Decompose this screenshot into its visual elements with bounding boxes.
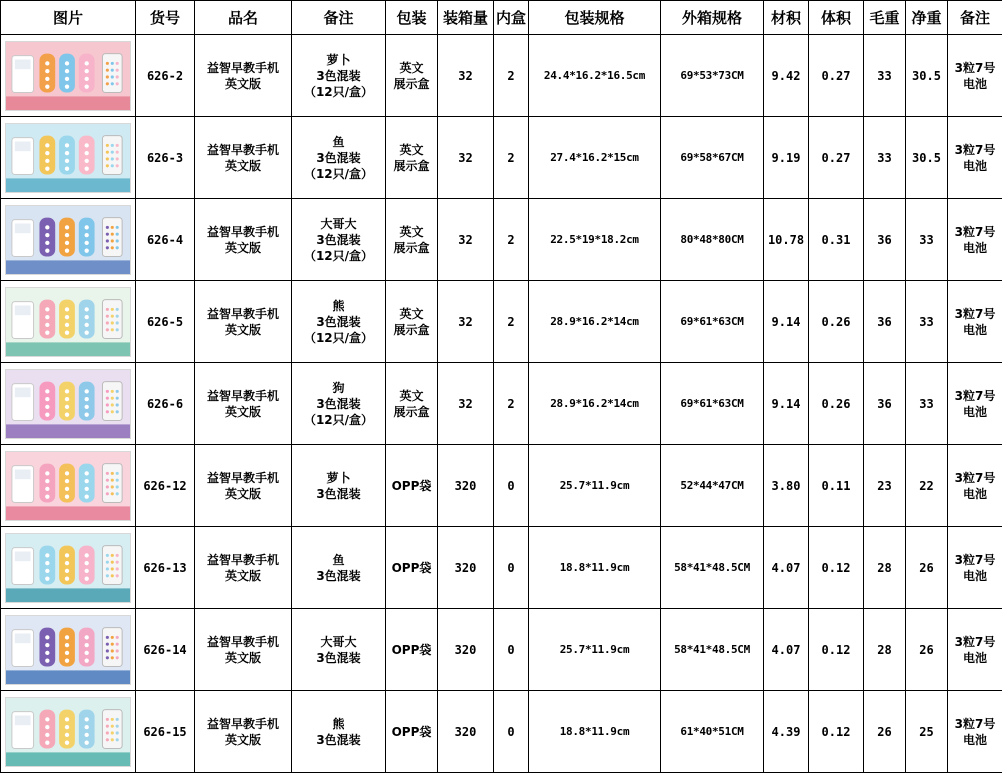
remark-cell-line: 3粒7号 <box>948 634 1002 650</box>
column-header: 毛重 <box>864 1 906 35</box>
packaging-cell-line: OPP袋 <box>386 642 437 658</box>
remark-cell-line: 电池 <box>948 76 1002 92</box>
remark-cell-line: 电池 <box>948 732 1002 748</box>
carton-qty-cell: 32 <box>438 117 494 199</box>
carton-qty-cell: 320 <box>438 609 494 691</box>
carton-size-cell: 69*61*63CM <box>661 281 764 363</box>
note-cell-line: 3色混装 <box>292 486 385 502</box>
product-image <box>5 287 131 357</box>
product-illustration <box>6 698 130 766</box>
product-name-cell-line: 英文版 <box>195 732 291 748</box>
note-cell-line: 3色混装 <box>292 732 385 748</box>
note-cell-line: （12只/盒） <box>292 248 385 264</box>
note-cell-line: 熊 <box>292 716 385 732</box>
remark-cell <box>948 35 1002 117</box>
inner-box-cell: 0 <box>494 445 529 527</box>
product-name-cell-line: 益智早教手机 <box>195 60 291 76</box>
table-row <box>1 691 1002 773</box>
packaging-cell-line: 展示盒 <box>386 158 437 174</box>
packaging-cell <box>386 445 438 527</box>
product-image-cell <box>1 199 136 281</box>
cuft-cell: 4.07 <box>764 609 809 691</box>
note-cell <box>292 199 386 281</box>
product-name-cell-line: 英文版 <box>195 568 291 584</box>
net-weight-cell: 26 <box>906 527 948 609</box>
remark-cell-line: 3粒7号 <box>948 716 1002 732</box>
product-image-cell <box>1 609 136 691</box>
packaging-cell-line: 英文 <box>386 306 437 322</box>
remark-cell <box>948 281 1002 363</box>
note-cell <box>292 363 386 445</box>
remark-cell <box>948 199 1002 281</box>
net-weight-cell: 33 <box>906 281 948 363</box>
gross-weight-cell: 36 <box>864 199 906 281</box>
cbm-cell: 0.12 <box>809 609 864 691</box>
product-image <box>5 205 131 275</box>
table-body <box>1 35 1002 773</box>
item-number-cell: 626-5 <box>136 281 195 363</box>
table-row <box>1 199 1002 281</box>
product-name-cell-line: 益智早教手机 <box>195 388 291 404</box>
net-weight-cell: 26 <box>906 609 948 691</box>
packaging-cell <box>386 35 438 117</box>
note-cell-line: 鱼 <box>292 134 385 150</box>
table-row <box>1 609 1002 691</box>
cuft-cell: 4.39 <box>764 691 809 773</box>
cbm-cell: 0.26 <box>809 363 864 445</box>
product-image <box>5 697 131 767</box>
column-header: 图片 <box>1 1 136 35</box>
gross-weight-cell: 23 <box>864 445 906 527</box>
item-number-cell: 626-14 <box>136 609 195 691</box>
carton-qty-cell: 32 <box>438 35 494 117</box>
remark-cell-line: 电池 <box>948 568 1002 584</box>
note-cell <box>292 691 386 773</box>
cbm-cell: 0.31 <box>809 199 864 281</box>
product-name-cell <box>195 609 292 691</box>
note-cell <box>292 609 386 691</box>
product-name-cell-line: 英文版 <box>195 404 291 420</box>
note-cell <box>292 445 386 527</box>
item-number-cell: 626-3 <box>136 117 195 199</box>
cuft-cell: 3.80 <box>764 445 809 527</box>
note-cell <box>292 35 386 117</box>
net-weight-cell: 33 <box>906 363 948 445</box>
package-size-cell: 28.9*16.2*14cm <box>529 281 661 363</box>
note-cell-line: 3色混装 <box>292 150 385 166</box>
item-number-cell: 626-15 <box>136 691 195 773</box>
packaging-cell-line: 展示盒 <box>386 404 437 420</box>
product-illustration <box>6 616 130 684</box>
carton-qty-cell: 32 <box>438 363 494 445</box>
product-name-cell-line: 英文版 <box>195 76 291 92</box>
product-name-cell-line: 英文版 <box>195 322 291 338</box>
product-illustration <box>6 534 130 602</box>
note-cell <box>292 117 386 199</box>
product-image <box>5 451 131 521</box>
product-image-cell <box>1 445 136 527</box>
remark-cell-line: 电池 <box>948 404 1002 420</box>
remark-cell-line: 3粒7号 <box>948 388 1002 404</box>
carton-qty-cell: 320 <box>438 527 494 609</box>
gross-weight-cell: 33 <box>864 117 906 199</box>
package-size-cell: 18.8*11.9cm <box>529 527 661 609</box>
packaging-cell-line: OPP袋 <box>386 724 437 740</box>
carton-size-cell: 52*44*47CM <box>661 445 764 527</box>
note-cell-line: 大哥大 <box>292 216 385 232</box>
net-weight-cell: 30.5 <box>906 117 948 199</box>
product-name-cell <box>195 35 292 117</box>
packaging-cell <box>386 199 438 281</box>
table-row <box>1 35 1002 117</box>
cbm-cell: 0.12 <box>809 691 864 773</box>
cuft-cell: 9.42 <box>764 35 809 117</box>
note-cell-line: （12只/盒） <box>292 330 385 346</box>
item-number-cell: 626-4 <box>136 199 195 281</box>
product-illustration <box>6 206 130 274</box>
table-row <box>1 527 1002 609</box>
packaging-cell-line: 英文 <box>386 224 437 240</box>
product-name-cell <box>195 281 292 363</box>
product-name-cell-line: 益智早教手机 <box>195 142 291 158</box>
inner-box-cell: 2 <box>494 199 529 281</box>
remark-cell <box>948 609 1002 691</box>
inner-box-cell: 2 <box>494 35 529 117</box>
product-image <box>5 123 131 193</box>
remark-cell-line: 电池 <box>948 486 1002 502</box>
cbm-cell: 0.26 <box>809 281 864 363</box>
packaging-cell <box>386 281 438 363</box>
remark-cell-line: 3粒7号 <box>948 224 1002 240</box>
inner-box-cell: 0 <box>494 691 529 773</box>
note-cell-line: （12只/盒） <box>292 412 385 428</box>
note-cell-line: 3色混装 <box>292 314 385 330</box>
gross-weight-cell: 36 <box>864 363 906 445</box>
column-header: 外箱规格 <box>661 1 764 35</box>
product-name-cell-line: 益智早教手机 <box>195 552 291 568</box>
gross-weight-cell: 33 <box>864 35 906 117</box>
product-name-cell <box>195 527 292 609</box>
package-size-cell: 27.4*16.2*15cm <box>529 117 661 199</box>
product-illustration <box>6 452 130 520</box>
table-row <box>1 281 1002 363</box>
package-size-cell: 22.5*19*18.2cm <box>529 199 661 281</box>
packaging-cell-line: OPP袋 <box>386 560 437 576</box>
cuft-cell: 9.14 <box>764 363 809 445</box>
column-header: 净重 <box>906 1 948 35</box>
packaging-cell <box>386 363 438 445</box>
product-image <box>5 41 131 111</box>
note-cell-line: 3色混装 <box>292 232 385 248</box>
product-name-cell-line: 益智早教手机 <box>195 716 291 732</box>
product-name-cell-line: 英文版 <box>195 650 291 666</box>
cbm-cell: 0.11 <box>809 445 864 527</box>
gross-weight-cell: 28 <box>864 527 906 609</box>
carton-qty-cell: 32 <box>438 199 494 281</box>
column-header: 包装规格 <box>529 1 661 35</box>
product-image-cell <box>1 117 136 199</box>
product-image <box>5 369 131 439</box>
packaging-cell <box>386 609 438 691</box>
package-size-cell: 18.8*11.9cm <box>529 691 661 773</box>
remark-cell-line: 电池 <box>948 158 1002 174</box>
cbm-cell: 0.27 <box>809 117 864 199</box>
cuft-cell: 4.07 <box>764 527 809 609</box>
product-name-cell <box>195 691 292 773</box>
product-name-cell <box>195 117 292 199</box>
gross-weight-cell: 28 <box>864 609 906 691</box>
product-name-cell <box>195 363 292 445</box>
carton-size-cell: 69*61*63CM <box>661 363 764 445</box>
carton-size-cell: 58*41*48.5CM <box>661 527 764 609</box>
header-row <box>1 1 1002 35</box>
product-illustration <box>6 370 130 438</box>
packaging-cell-line: 展示盒 <box>386 322 437 338</box>
note-cell <box>292 281 386 363</box>
table-row <box>1 363 1002 445</box>
note-cell-line: 狗 <box>292 380 385 396</box>
item-number-cell: 626-12 <box>136 445 195 527</box>
carton-size-cell: 80*48*80CM <box>661 199 764 281</box>
column-header: 备注 <box>948 1 1002 35</box>
cbm-cell: 0.12 <box>809 527 864 609</box>
product-image-cell <box>1 691 136 773</box>
packaging-cell-line: 英文 <box>386 388 437 404</box>
package-size-cell: 25.7*11.9cm <box>529 445 661 527</box>
packaging-cell <box>386 691 438 773</box>
cbm-cell: 0.27 <box>809 35 864 117</box>
remark-cell <box>948 527 1002 609</box>
cuft-cell: 10.78 <box>764 199 809 281</box>
column-header: 内盒 <box>494 1 529 35</box>
cuft-cell: 9.14 <box>764 281 809 363</box>
package-size-cell: 25.7*11.9cm <box>529 609 661 691</box>
note-cell-line: 萝卜 <box>292 470 385 486</box>
gross-weight-cell: 36 <box>864 281 906 363</box>
item-number-cell: 626-2 <box>136 35 195 117</box>
product-name-cell-line: 益智早教手机 <box>195 634 291 650</box>
note-cell-line: 萝卜 <box>292 52 385 68</box>
item-number-cell: 626-13 <box>136 527 195 609</box>
column-header: 体积 <box>809 1 864 35</box>
net-weight-cell: 33 <box>906 199 948 281</box>
package-size-cell: 28.9*16.2*14cm <box>529 363 661 445</box>
net-weight-cell: 22 <box>906 445 948 527</box>
column-header: 品名 <box>195 1 292 35</box>
note-cell-line: 3色混装 <box>292 396 385 412</box>
product-image-cell <box>1 281 136 363</box>
remark-cell <box>948 445 1002 527</box>
package-size-cell: 24.4*16.2*16.5cm <box>529 35 661 117</box>
product-illustration <box>6 288 130 356</box>
inner-box-cell: 2 <box>494 363 529 445</box>
packaging-cell <box>386 527 438 609</box>
carton-size-cell: 69*58*67CM <box>661 117 764 199</box>
inner-box-cell: 2 <box>494 117 529 199</box>
note-cell-line: 大哥大 <box>292 634 385 650</box>
note-cell-line: 熊 <box>292 298 385 314</box>
packaging-cell-line: 展示盒 <box>386 240 437 256</box>
note-cell-line: （12只/盒） <box>292 84 385 100</box>
net-weight-cell: 30.5 <box>906 35 948 117</box>
product-name-cell <box>195 199 292 281</box>
column-header: 材积 <box>764 1 809 35</box>
net-weight-cell: 25 <box>906 691 948 773</box>
packaging-cell-line: 英文 <box>386 142 437 158</box>
column-header: 装箱量 <box>438 1 494 35</box>
product-illustration <box>6 42 130 110</box>
note-cell-line: 3色混装 <box>292 650 385 666</box>
carton-qty-cell: 32 <box>438 281 494 363</box>
remark-cell-line: 3粒7号 <box>948 142 1002 158</box>
remark-cell-line: 电池 <box>948 650 1002 666</box>
column-header: 备注 <box>292 1 386 35</box>
item-number-cell: 626-6 <box>136 363 195 445</box>
table-row <box>1 117 1002 199</box>
remark-cell-line: 3粒7号 <box>948 306 1002 322</box>
carton-qty-cell: 320 <box>438 445 494 527</box>
remark-cell <box>948 363 1002 445</box>
inner-box-cell: 2 <box>494 281 529 363</box>
note-cell <box>292 527 386 609</box>
product-image-cell <box>1 527 136 609</box>
product-name-cell-line: 英文版 <box>195 486 291 502</box>
product-name-cell-line: 益智早教手机 <box>195 470 291 486</box>
carton-size-cell: 61*40*51CM <box>661 691 764 773</box>
column-header: 包装 <box>386 1 438 35</box>
product-image <box>5 533 131 603</box>
packaging-cell-line: 英文 <box>386 60 437 76</box>
remark-cell-line: 电池 <box>948 322 1002 338</box>
cuft-cell: 9.19 <box>764 117 809 199</box>
product-image <box>5 615 131 685</box>
remark-cell-line: 3粒7号 <box>948 470 1002 486</box>
product-image-cell <box>1 363 136 445</box>
product-name-cell-line: 益智早教手机 <box>195 306 291 322</box>
column-header: 货号 <box>136 1 195 35</box>
product-name-cell-line: 英文版 <box>195 240 291 256</box>
remark-cell <box>948 691 1002 773</box>
note-cell-line: 3色混装 <box>292 68 385 84</box>
product-illustration <box>6 124 130 192</box>
inner-box-cell: 0 <box>494 527 529 609</box>
carton-size-cell: 58*41*48.5CM <box>661 609 764 691</box>
note-cell-line: （12只/盒） <box>292 166 385 182</box>
remark-cell-line: 电池 <box>948 240 1002 256</box>
note-cell-line: 3色混装 <box>292 568 385 584</box>
remark-cell <box>948 117 1002 199</box>
carton-size-cell: 69*53*73CM <box>661 35 764 117</box>
note-cell-line: 鱼 <box>292 552 385 568</box>
gross-weight-cell: 26 <box>864 691 906 773</box>
inner-box-cell: 0 <box>494 609 529 691</box>
packaging-cell <box>386 117 438 199</box>
carton-qty-cell: 320 <box>438 691 494 773</box>
table-row <box>1 445 1002 527</box>
packaging-cell-line: 展示盒 <box>386 76 437 92</box>
remark-cell-line: 3粒7号 <box>948 552 1002 568</box>
packaging-cell-line: OPP袋 <box>386 478 437 494</box>
product-image-cell <box>1 35 136 117</box>
product-name-cell <box>195 445 292 527</box>
remark-cell-line: 3粒7号 <box>948 60 1002 76</box>
product-name-cell-line: 益智早教手机 <box>195 224 291 240</box>
product-name-cell-line: 英文版 <box>195 158 291 174</box>
